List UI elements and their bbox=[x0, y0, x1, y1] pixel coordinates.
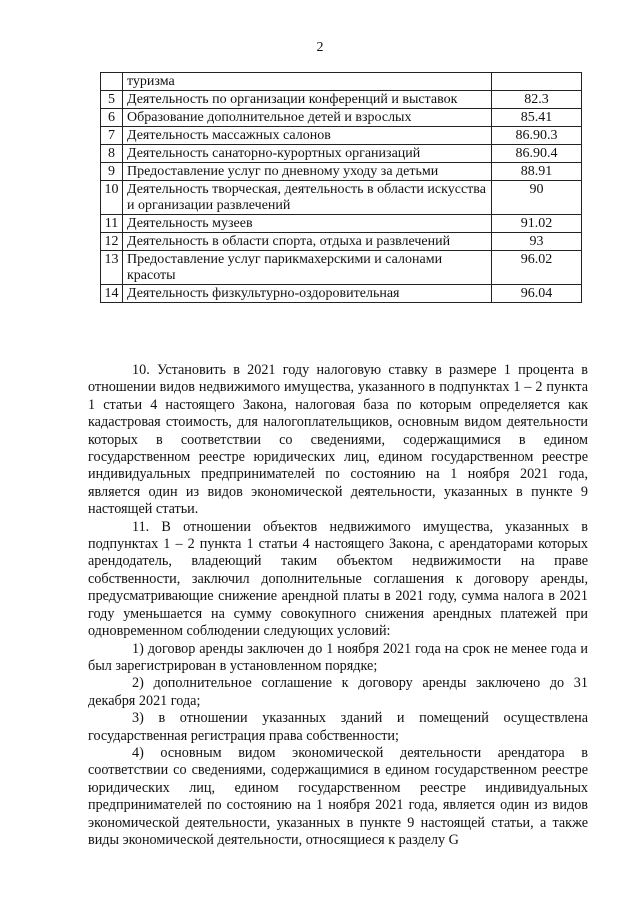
okved-code: 86.90.3 bbox=[492, 127, 582, 145]
activity-name: Деятельность массажных салонов bbox=[123, 127, 492, 145]
paragraph-10: 10. Установить в 2021 году налоговую ставку в размере 1 процента в отношении видов недвижимого имущества, указанного в подпунктах 1 – 2 пункта 1 статьи 4 настоящего Закона, налоговая база по которым определяется как кадастровая стоимость, для налогоплательщиков, основным видом деятельности которых в соответствии со сведениями, содержащимися в едином государственном реестре юридических лиц, едином государственном реестре индивидуальных предпринимателей по состоянию на 1 ноября 2021 года, является один из видов экономической деятельности, указанных в пункте 9 настоящей статьи. bbox=[88, 362, 588, 518]
activity-name: Деятельность физкультурно-оздоровительная bbox=[123, 285, 492, 303]
row-number: 10 bbox=[101, 181, 123, 215]
table-row bbox=[101, 145, 582, 163]
row-number: 7 bbox=[101, 127, 123, 145]
okved-code: 96.02 bbox=[492, 251, 582, 285]
table-row bbox=[101, 73, 582, 91]
table-row bbox=[101, 127, 582, 145]
okved-code bbox=[492, 73, 582, 91]
activity-name: Деятельность творческая, деятельность в области искусства и организации развлечений bbox=[123, 181, 492, 215]
table-row bbox=[101, 251, 582, 285]
okved-code: 93 bbox=[492, 233, 582, 251]
activity-name: Деятельность по организации конференций и выставок bbox=[123, 91, 492, 109]
activity-name: Деятельность в области спорта, отдыха и развлечений bbox=[123, 233, 492, 251]
document-body bbox=[88, 362, 588, 849]
activity-name: Предоставление услуг парикмахерскими и салонами красоты bbox=[123, 251, 492, 285]
page-number: 2 bbox=[316, 40, 324, 55]
table-row bbox=[101, 91, 582, 109]
table-row bbox=[101, 181, 582, 215]
row-number: 8 bbox=[101, 145, 123, 163]
row-number: 5 bbox=[101, 91, 123, 109]
row-number: 11 bbox=[101, 215, 123, 233]
table-row bbox=[101, 163, 582, 181]
condition-2: 2) дополнительное соглашение к договору аренды заключено до 31 декабря 2021 года; bbox=[88, 675, 588, 709]
table-row bbox=[101, 215, 582, 233]
row-number bbox=[101, 73, 123, 91]
table-row bbox=[101, 233, 582, 251]
okved-code: 88.91 bbox=[492, 163, 582, 181]
condition-4: 4) основным видом экономической деятельности арендатора в соответствии со сведениями, содержащимися в едином государственном реестре юридических лиц, едином государственном реестре индивидуальных предпринимателей по состоянию на 1 ноября 2021 года, является один из видов экономической деятельности, указанных в пункте 9 настоящей статьи, а также виды экономической деятельности, относящиеся к разделу G bbox=[88, 744, 588, 848]
okved-code: 85.41 bbox=[492, 109, 582, 127]
activity-codes-table bbox=[100, 72, 582, 303]
table-row bbox=[101, 285, 582, 303]
table-row bbox=[101, 109, 582, 127]
row-number: 13 bbox=[101, 251, 123, 285]
activity-name: Деятельность санаторно-курортных организаций bbox=[123, 145, 492, 163]
okved-code: 82.3 bbox=[492, 91, 582, 109]
paragraph-11: 11. В отношении объектов недвижимого имущества, указанных в подпунктах 1 – 2 пункта 1 статьи 4 настоящего Закона, с арендаторами которых арендодатель, владеющий таким объектом недвижимости на праве собственности, заключил дополнительные соглашения к договору аренды, предусматривающие снижение арендной платы в 2021 году, сумма налога в 2021 году уменьшается на сумму совокупного снижения арендных платежей при одновременном соблюдении следующих условий: bbox=[88, 518, 588, 640]
activity-name: туризма bbox=[123, 73, 492, 91]
okved-code: 96.04 bbox=[492, 285, 582, 303]
activity-name: Образование дополнительное детей и взрослых bbox=[123, 109, 492, 127]
okved-code: 90 bbox=[492, 181, 582, 215]
row-number: 12 bbox=[101, 233, 123, 251]
activity-name: Деятельность музеев bbox=[123, 215, 492, 233]
okved-code: 86.90.4 bbox=[492, 145, 582, 163]
row-number: 14 bbox=[101, 285, 123, 303]
row-number: 6 bbox=[101, 109, 123, 127]
condition-1: 1) договор аренды заключен до 1 ноября 2021 года на срок не менее года и был зарегистрирован в установленном порядке; bbox=[88, 640, 588, 674]
row-number: 9 bbox=[101, 163, 123, 181]
activity-name: Предоставление услуг по дневному уходу за детьми bbox=[123, 163, 492, 181]
condition-3: 3) в отношении указанных зданий и помещений осуществлена государственная регистрация права собственности; bbox=[88, 710, 588, 744]
okved-code: 91.02 bbox=[492, 215, 582, 233]
